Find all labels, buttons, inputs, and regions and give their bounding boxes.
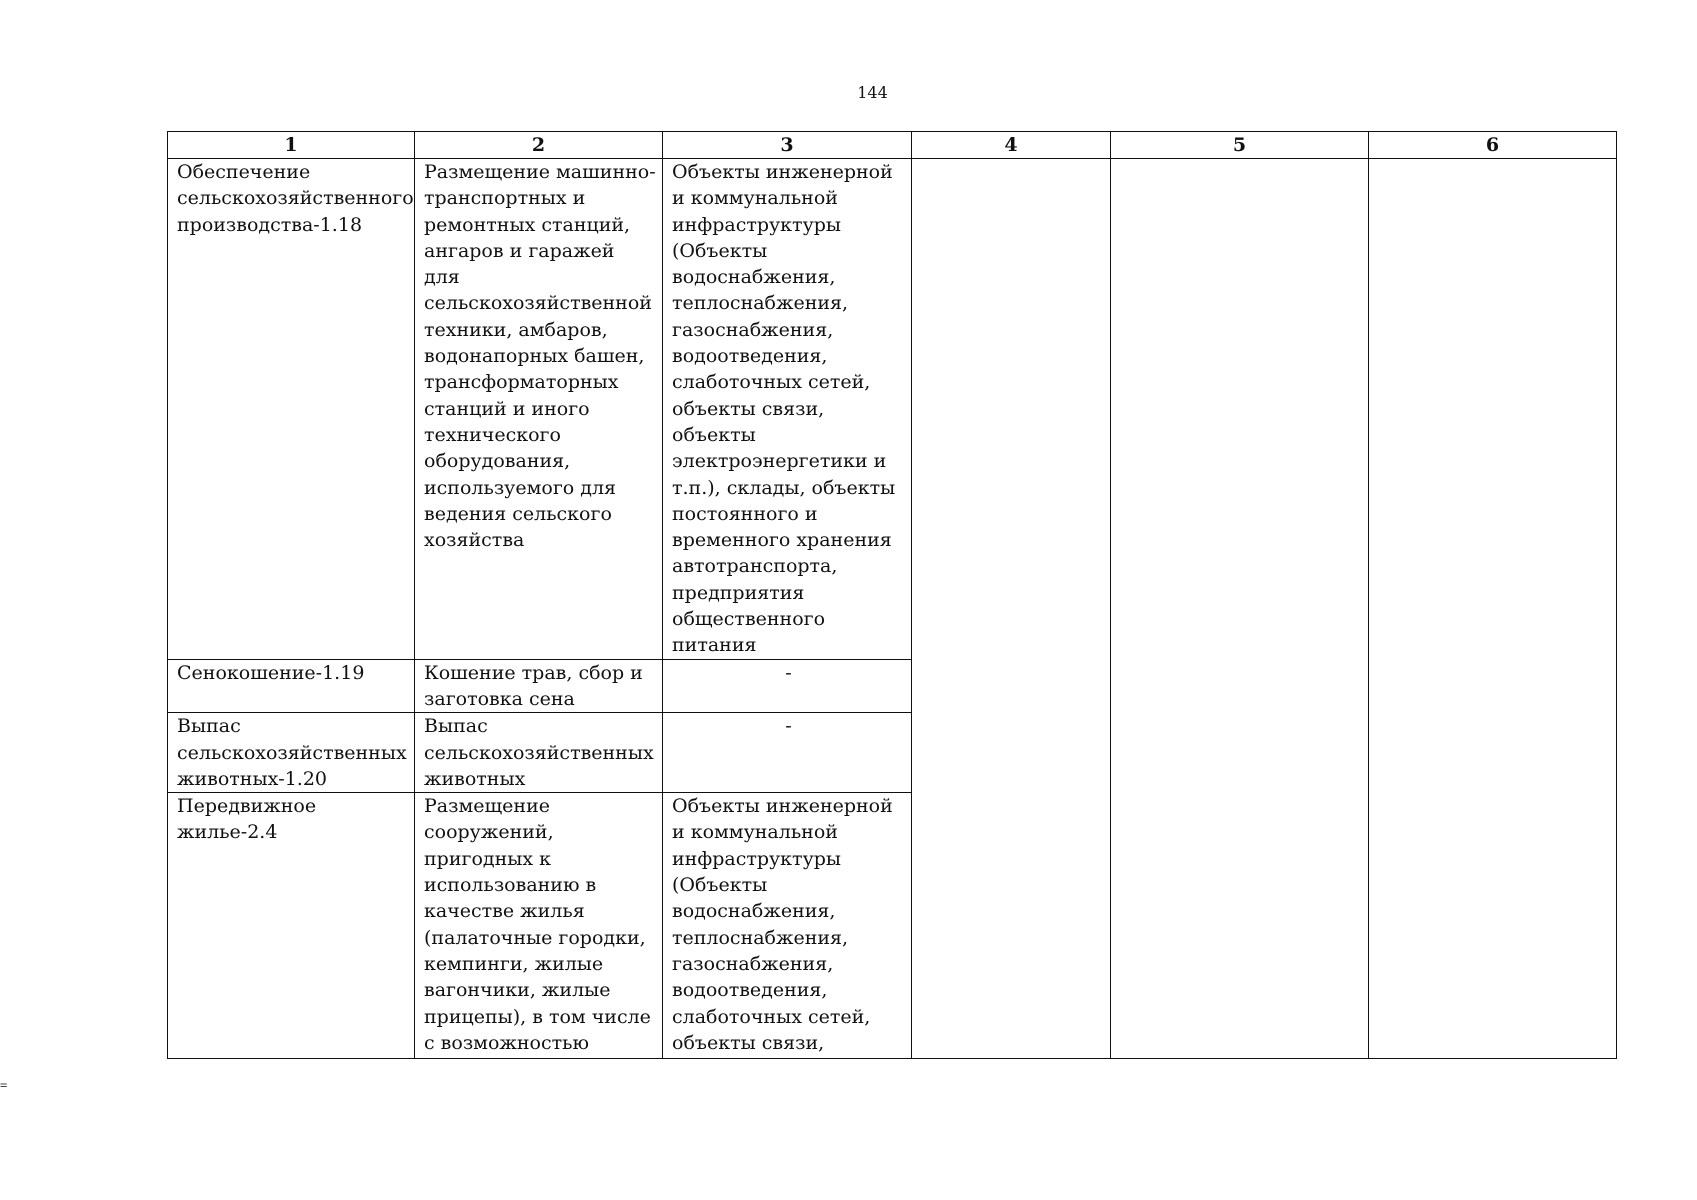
column-header-2: 2 xyxy=(415,132,663,159)
land-use-type-cell: Выпас сельскохозяйственных животных-1.20 xyxy=(168,713,415,793)
permitted-objects-cell: - xyxy=(663,659,912,713)
land-use-description-cell: Выпас сельскохозяйственных животных xyxy=(415,713,663,793)
column-header-3: 3 xyxy=(663,132,912,159)
land-use-type-cell: Сенокошение-1.19 xyxy=(168,659,415,713)
land-use-type-cell: Обеспечение сельскохозяйственного производства-1.18 xyxy=(168,159,415,660)
margin-mark: = xyxy=(0,1078,8,1092)
permitted-objects-cell: Объекты инженерной и коммунальной инфраструктуры (Объекты водоснабжения, теплоснабжения, газоснабжения, водоотведения, слаботочных сетей, объекты связи, объекты электроэнергетики и т.п.), склады, объекты постоянного и временного хранения автотранспорта, предприятия общественного питания xyxy=(663,159,912,660)
permitted-objects-cell: Объекты инженерной и коммунальной инфраструктуры (Объекты водоснабжения, теплоснабжения, газоснабжения, водоотведения, слаботочных сетей, объекты связи, xyxy=(663,793,912,1059)
page-number: 144 xyxy=(857,83,888,102)
land-use-description-cell: Кошение трав, сбор и заготовка сена xyxy=(415,659,663,713)
column-5-cell xyxy=(1111,159,1369,1059)
table-header-row xyxy=(168,132,1617,159)
column-header-5: 5 xyxy=(1111,132,1369,159)
table-row xyxy=(168,159,1617,660)
permitted-objects-cell: - xyxy=(663,713,912,793)
column-4-cell xyxy=(912,159,1111,1059)
land-use-table xyxy=(167,131,1617,1059)
column-header-4: 4 xyxy=(912,132,1111,159)
land-use-type-cell: Передвижное жилье-2.4 xyxy=(168,793,415,1059)
land-use-description-cell: Размещение сооружений, пригодных к использованию в качестве жилья (палаточные городки, кемпинги, жилые вагончики, жилые прицепы), в том числе с возможностью xyxy=(415,793,663,1059)
land-use-description-cell: Размещение машинно-транспортных и ремонтных станций, ангаров и гаражей для сельскохозяйственной техники, амбаров, водонапорных башен, трансформаторных станций и иного технического оборудования, используемого для ведения сельского хозяйства xyxy=(415,159,663,660)
column-header-1: 1 xyxy=(168,132,415,159)
column-6-cell xyxy=(1369,159,1617,1059)
column-header-6: 6 xyxy=(1369,132,1617,159)
